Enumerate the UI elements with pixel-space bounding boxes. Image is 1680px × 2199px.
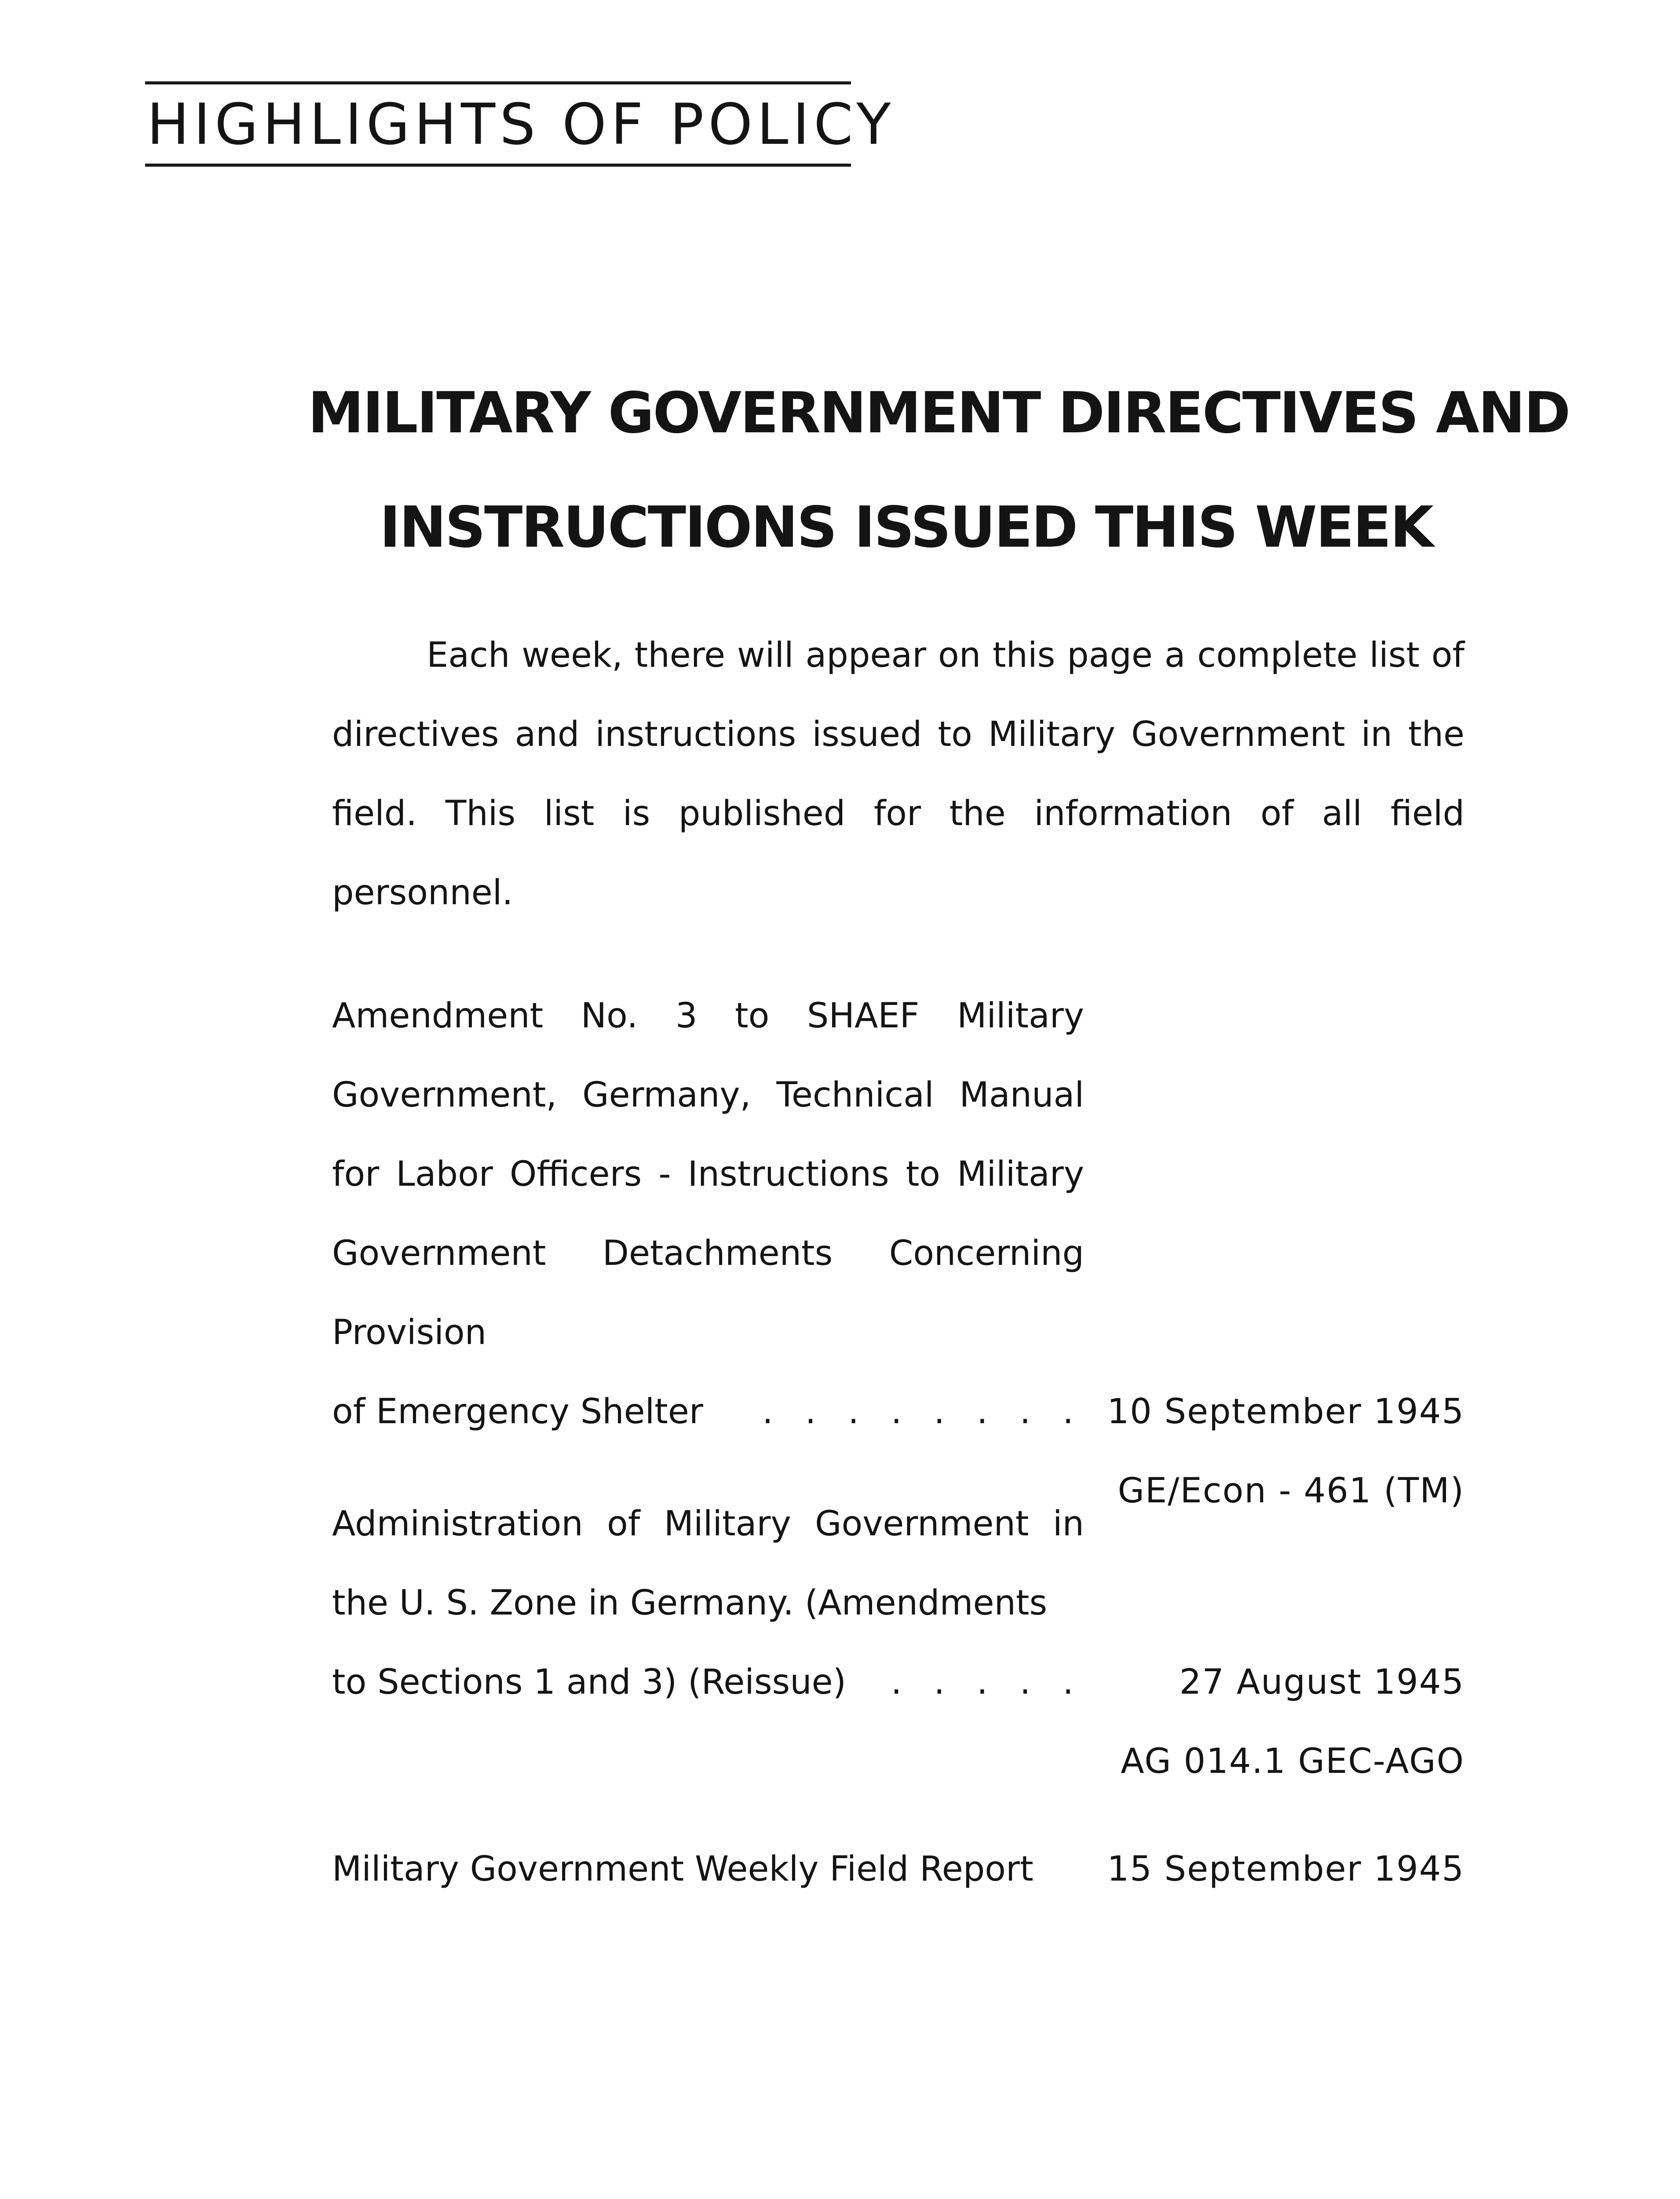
directive-reference: GE/Econ - 461 (TM)	[1118, 1471, 1465, 1511]
top-rule	[145, 81, 851, 84]
directive-entry	[332, 1484, 1465, 1801]
heading-line-1: MILITARY GOVERNMENT DIRECTIVES AND	[308, 380, 1570, 446]
bottom-rule	[145, 164, 851, 167]
directive-title: Amendment No. 3 to SHAEF Military Government, Germany, Technical Manual for Labor Officers - Instructions to Military Government Detachments Concerning Provision	[332, 996, 1084, 1352]
directive-reference: AG 014.1 GEC-AGO	[1121, 1742, 1465, 1781]
directive-date: 27 August 1945	[1179, 1662, 1465, 1702]
directive-title: Administration of Military Government in the U. S. Zone in Germany. (Amendments	[332, 1504, 1084, 1623]
intro-paragraph: Each week, there will appear on this page a complete list of directives and instructions issued to Military Government in the field. This list is published for the information of all field personnel.	[332, 636, 1465, 913]
directive-title-line	[332, 1830, 1465, 1909]
directive-entry	[332, 1830, 1465, 1909]
section-header	[145, 81, 895, 167]
dot-leader: . . . . . . . .	[762, 1392, 1084, 1432]
dot-leader: . . . . .	[891, 1662, 1084, 1702]
directive-date: 10 September 1945	[1107, 1392, 1465, 1432]
page-heading	[308, 356, 1570, 585]
directive-date: 15 September 1945	[1107, 1849, 1465, 1889]
section-title: HIGHLIGHTS OF POLICY	[147, 92, 895, 157]
heading-line-2: INSTRUCTIONS ISSUED THIS WEEK	[380, 495, 1432, 560]
directive-title-end: Military Government Weekly Field Report	[332, 1849, 1034, 1889]
directive-title-line	[332, 1643, 1465, 1722]
directive-title-end: to Sections 1 and 3) (Reissue)	[332, 1662, 847, 1702]
directive-entry	[332, 976, 1465, 1531]
directive-title-line	[332, 1372, 1465, 1451]
directive-title-end: of Emergency Shelter	[332, 1392, 703, 1432]
